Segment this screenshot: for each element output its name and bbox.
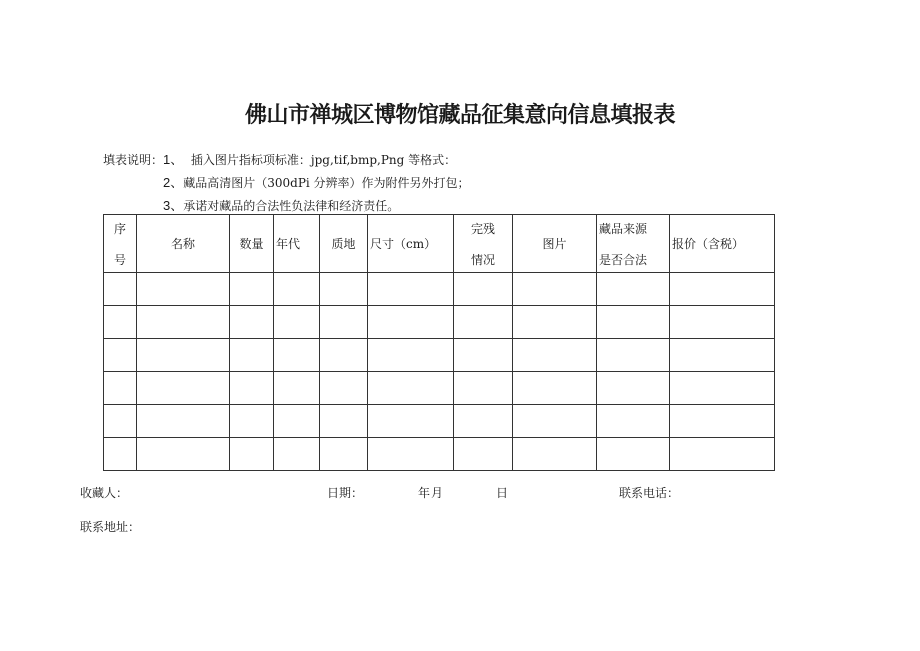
cell-material[interactable]	[320, 273, 368, 306]
note-number-3: 3、	[163, 198, 184, 213]
cell-price[interactable]	[670, 339, 775, 372]
cell-condition[interactable]	[454, 306, 513, 339]
footer-year-label: 年	[418, 486, 431, 500]
header-price: 报价（含税）	[670, 215, 775, 273]
footer-collector-label: 收藏人：	[80, 486, 129, 500]
cell-price[interactable]	[670, 405, 775, 438]
header-condition-bottom: 情况	[470, 252, 495, 267]
note-number-1: 1、	[163, 152, 184, 167]
cell-name[interactable]	[137, 372, 230, 405]
cell-quantity[interactable]	[230, 339, 274, 372]
table-row	[104, 438, 775, 471]
cell-image[interactable]	[513, 306, 597, 339]
header-era: 年代	[274, 215, 320, 273]
cell-material[interactable]	[320, 438, 368, 471]
cell-image[interactable]	[513, 372, 597, 405]
cell-image[interactable]	[513, 339, 597, 372]
cell-name[interactable]	[137, 339, 230, 372]
cell-quantity[interactable]	[230, 372, 274, 405]
cell-source[interactable]	[597, 273, 670, 306]
table-row	[104, 405, 775, 438]
cell-image[interactable]	[513, 273, 597, 306]
cell-price[interactable]	[670, 273, 775, 306]
header-name: 名称	[137, 215, 230, 273]
cell-condition[interactable]	[454, 339, 513, 372]
header-quantity: 数量	[230, 215, 274, 273]
cell-material[interactable]	[320, 372, 368, 405]
collection-info-table	[103, 214, 775, 471]
cell-size[interactable]	[368, 339, 454, 372]
cell-size[interactable]	[368, 372, 454, 405]
table-row	[104, 306, 775, 339]
cell-image[interactable]	[513, 438, 597, 471]
cell-size[interactable]	[368, 438, 454, 471]
cell-era[interactable]	[274, 438, 320, 471]
header-source-top: 藏品来源	[599, 221, 648, 236]
cell-era[interactable]	[274, 339, 320, 372]
note-number-2: 2、	[163, 175, 184, 190]
cell-material[interactable]	[320, 339, 368, 372]
cell-source[interactable]	[597, 372, 670, 405]
cell-price[interactable]	[670, 306, 775, 339]
cell-condition[interactable]	[454, 405, 513, 438]
cell-source[interactable]	[597, 405, 670, 438]
footer-address-label: 联系地址：	[80, 520, 141, 534]
cell-seq[interactable]	[104, 273, 137, 306]
header-source-bottom: 是否合法	[599, 252, 648, 267]
cell-name[interactable]	[137, 273, 230, 306]
header-source	[597, 215, 670, 273]
note-text-2: 藏品高清图片（300dPi 分辨率）作为附件另外打包；	[183, 176, 470, 190]
table-body	[104, 273, 775, 471]
cell-era[interactable]	[274, 306, 320, 339]
cell-name[interactable]	[137, 405, 230, 438]
cell-size[interactable]	[368, 306, 454, 339]
cell-condition[interactable]	[454, 372, 513, 405]
note-line-2	[163, 176, 470, 190]
cell-name[interactable]	[137, 306, 230, 339]
table-header-row	[104, 215, 775, 273]
note-text-3: 承诺对藏品的合法性负法律和经济责任。	[183, 199, 400, 213]
note-text-1: 插入图片指标项标准：jpg,tif,bmp,Png 等格式：	[190, 153, 457, 167]
table-row	[104, 273, 775, 306]
footer-month-label: 月	[431, 486, 444, 500]
cell-condition[interactable]	[454, 273, 513, 306]
footer-phone-label: 联系电话：	[619, 486, 680, 500]
cell-image[interactable]	[513, 405, 597, 438]
cell-source[interactable]	[597, 306, 670, 339]
cell-source[interactable]	[597, 339, 670, 372]
header-seq	[104, 215, 137, 273]
cell-size[interactable]	[368, 273, 454, 306]
note-line-1	[103, 153, 456, 167]
cell-era[interactable]	[274, 405, 320, 438]
cell-condition[interactable]	[454, 438, 513, 471]
cell-source[interactable]	[597, 438, 670, 471]
note-line-3	[163, 199, 399, 213]
cell-seq[interactable]	[104, 372, 137, 405]
cell-quantity[interactable]	[230, 306, 274, 339]
header-condition	[454, 215, 513, 273]
cell-quantity[interactable]	[230, 438, 274, 471]
cell-seq[interactable]	[104, 438, 137, 471]
header-seq-top: 序	[113, 221, 126, 236]
table-row	[104, 372, 775, 405]
cell-seq[interactable]	[104, 306, 137, 339]
footer-day-label: 日	[496, 486, 509, 500]
cell-quantity[interactable]	[230, 273, 274, 306]
table-row	[104, 339, 775, 372]
note-prefix: 填表说明：	[103, 153, 164, 167]
cell-size[interactable]	[368, 405, 454, 438]
header-size: 尺寸（cm）	[368, 215, 454, 273]
cell-material[interactable]	[320, 306, 368, 339]
header-condition-top: 完残	[470, 221, 495, 236]
cell-price[interactable]	[670, 438, 775, 471]
cell-material[interactable]	[320, 405, 368, 438]
header-seq-bottom: 号	[113, 252, 126, 267]
cell-price[interactable]	[670, 372, 775, 405]
page-title: 佛山市禅城区博物馆藏品征集意向信息填报表	[244, 103, 675, 128]
header-material: 质地	[320, 215, 368, 273]
cell-name[interactable]	[137, 438, 230, 471]
header-image: 图片	[513, 215, 597, 273]
footer-date-label: 日期：	[327, 486, 364, 500]
cell-seq[interactable]	[104, 339, 137, 372]
cell-seq[interactable]	[104, 405, 137, 438]
cell-era[interactable]	[274, 372, 320, 405]
cell-era[interactable]	[274, 273, 320, 306]
cell-quantity[interactable]	[230, 405, 274, 438]
